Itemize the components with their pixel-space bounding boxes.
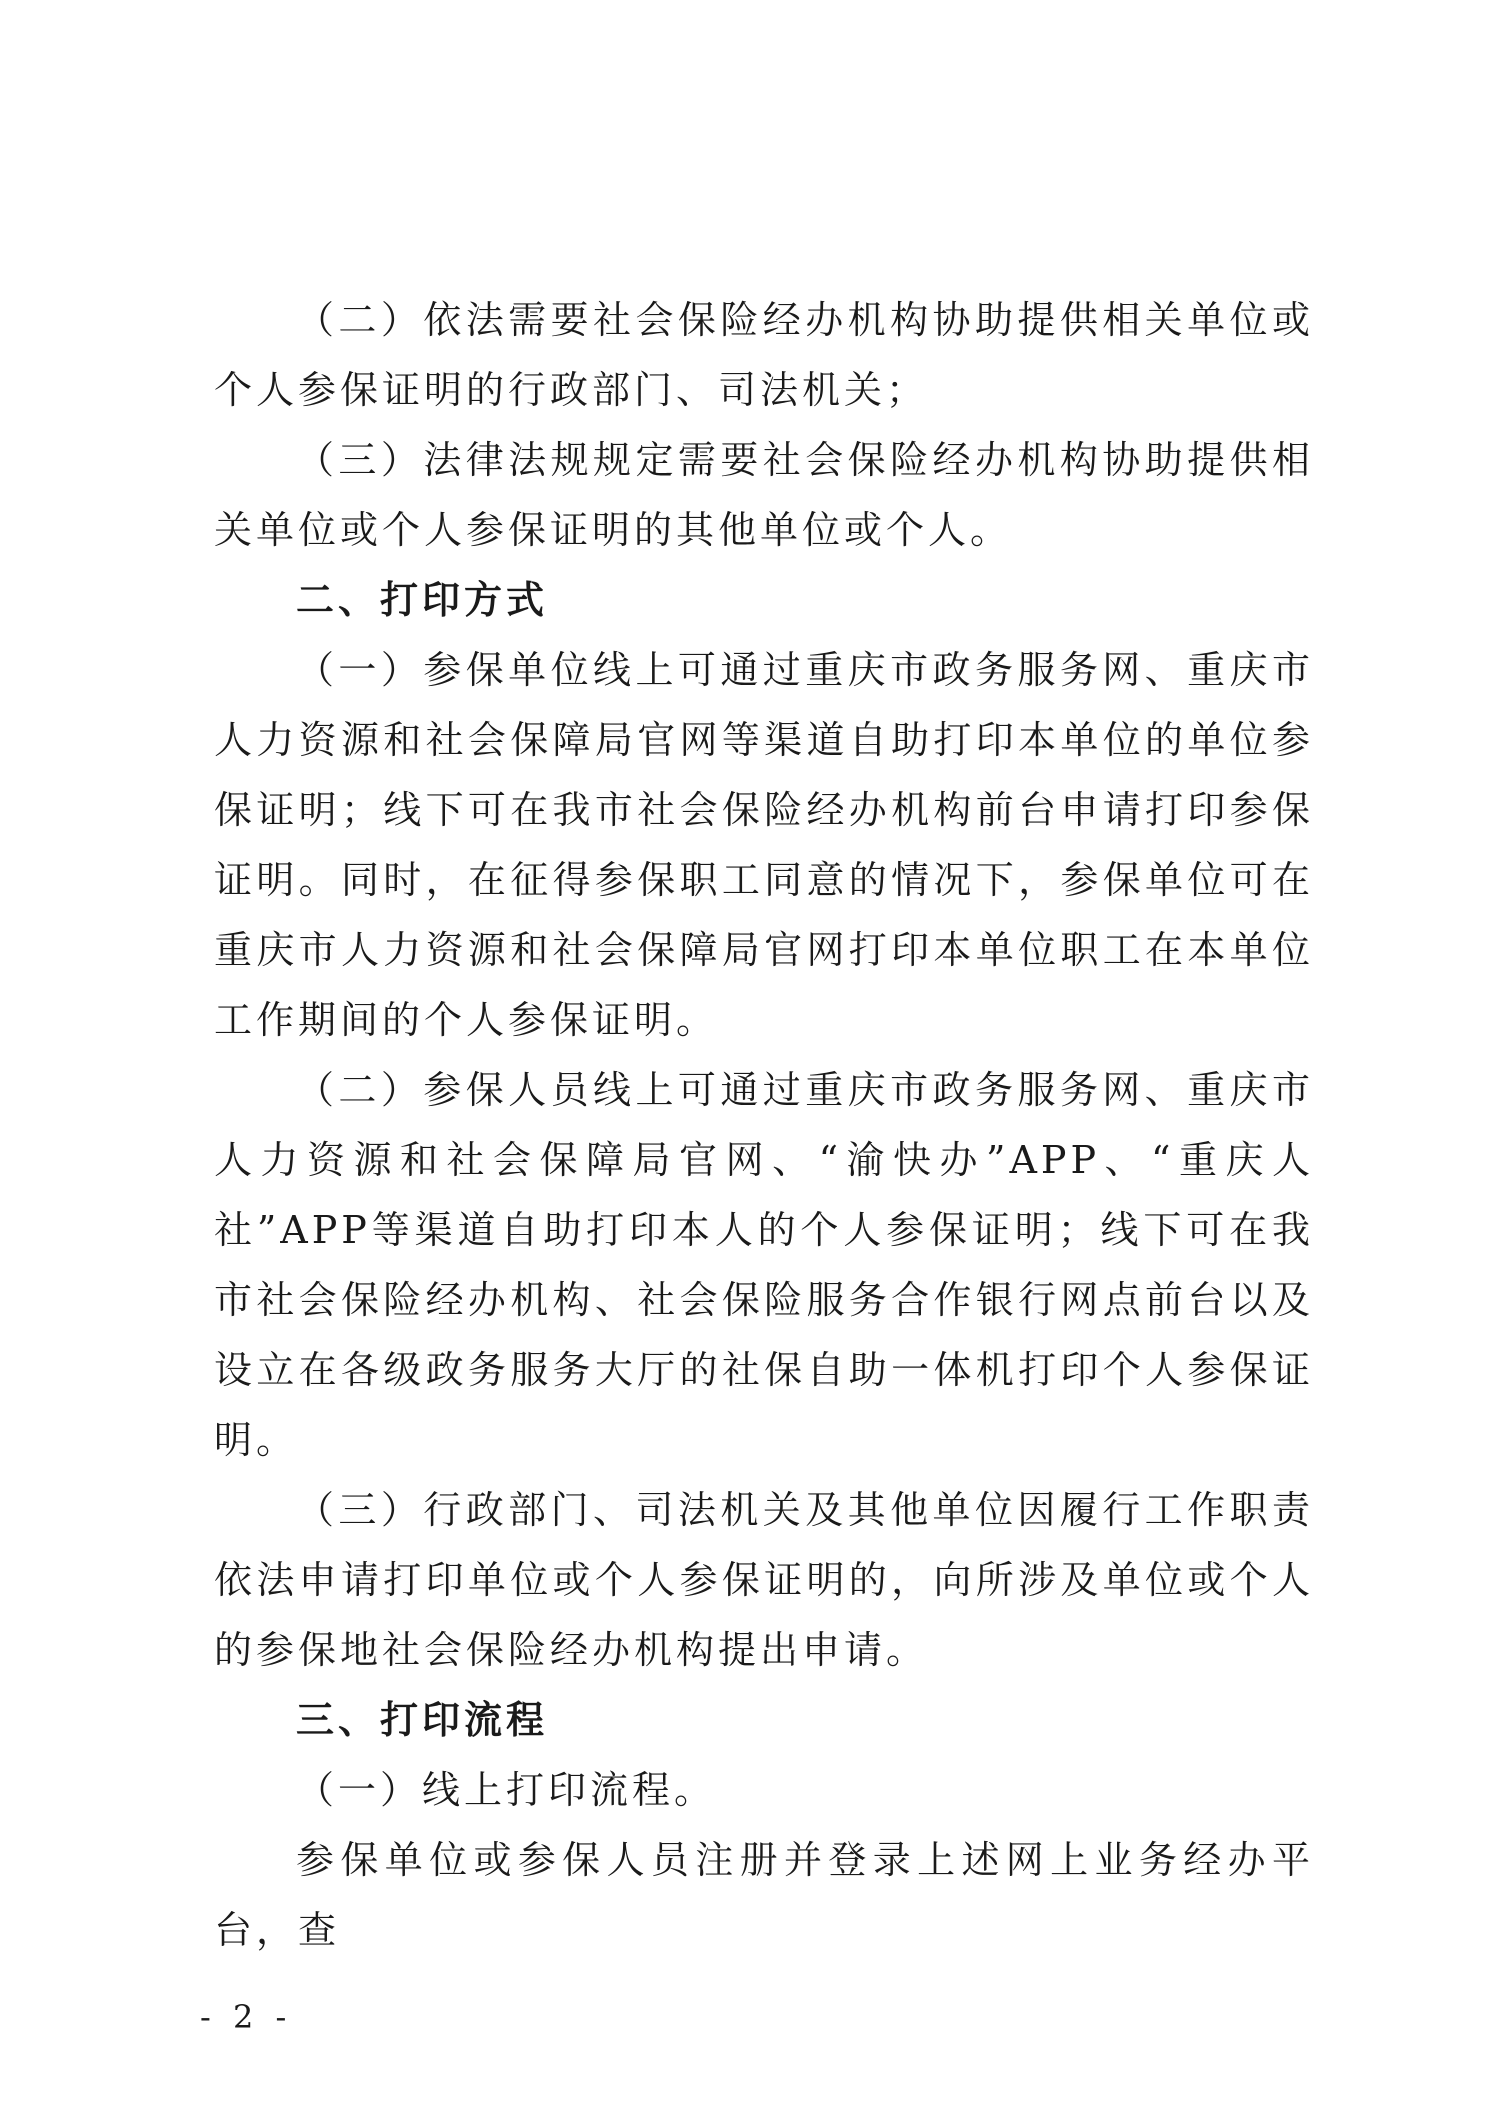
paragraph-item-2: （二）依法需要社会保险经办机构协助提供相关单位或个人参保证明的行政部门、司法机关；: [214, 298, 1314, 412]
paragraph-online-process-text: 参保单位或参保人员注册并登录上述网上业务经办平台，查: [214, 1838, 1314, 1952]
paragraph-online-process-title: （一）线上打印流程。: [296, 1768, 717, 1812]
section-heading-print-method: 二、打印方式: [296, 578, 549, 622]
page-number: - 2 -: [200, 1998, 293, 2036]
document-body: [214, 285, 1314, 1965]
paragraph-print-method-3: （三）行政部门、司法机关及其他单位因履行工作职责依法申请打印单位或个人参保证明的，向所涉及单位或个人的参保地社会保险经办机构提出申请。: [214, 1488, 1314, 1672]
paragraph-print-method-1: （一）参保单位线上可通过重庆市政务服务网、重庆市人力资源和社会保障局官网等渠道自助打印本单位的单位参保证明；线下可在我市社会保险经办机构前台申请打印参保证明。同时，在征得参保职工同意的情况下，参保单位可在重庆市人力资源和社会保障局官网打印本单位职工在本单位工作期间的个人参保证明。: [214, 648, 1314, 1042]
section-heading-print-process: 三、打印流程: [296, 1698, 549, 1742]
paragraph-print-method-2: （二）参保人员线上可通过重庆市政务服务网、重庆市人力资源和社会保障局官网、“渝快办”APP、“重庆人社”APP等渠道自助打印本人的个人参保证明；线下可在我市社会保险经办机构、社会保险服务合作银行网点前台以及设立在各级政务服务大厅的社保自助一体机打印个人参保证明。: [214, 1068, 1314, 1462]
paragraph-item-3: （三）法律法规规定需要社会保险经办机构协助提供相关单位或个人参保证明的其他单位或个人。: [214, 438, 1314, 552]
